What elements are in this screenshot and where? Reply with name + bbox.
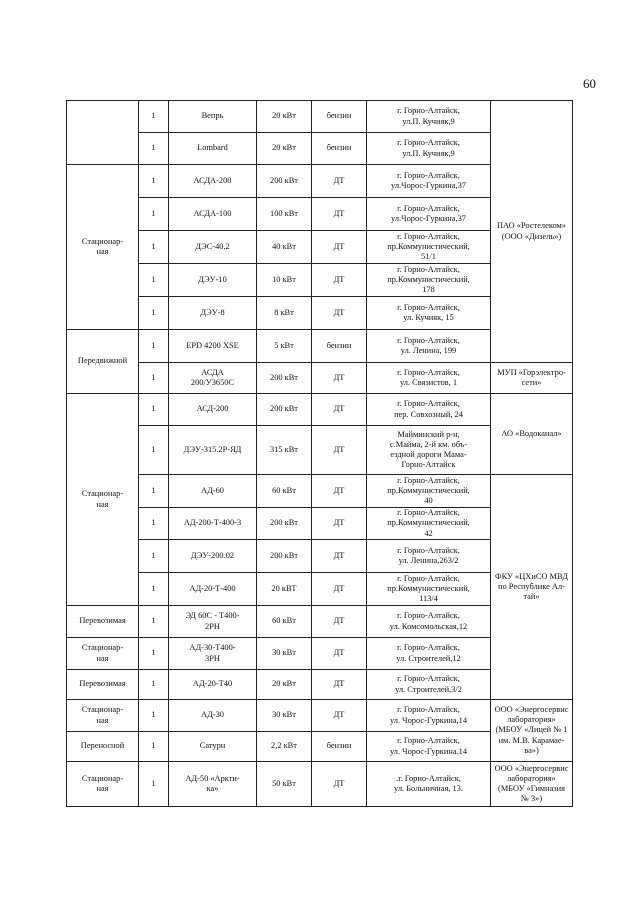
model-cell-line: АД-20-Т-400 <box>189 583 236 593</box>
power-cell-line: 60 кВт <box>272 485 296 495</box>
fuel-cell <box>312 101 367 133</box>
fuel-cell-line: ДТ <box>333 710 345 720</box>
power-cell <box>257 198 312 231</box>
power-cell-line: 200 кВт <box>270 175 298 185</box>
address-cell-line: Майминский р-н, <box>397 429 460 439</box>
type-cell-line: Стационар- <box>81 705 124 715</box>
type-cell-line: ная <box>96 715 109 725</box>
type-cell-line: Стационар- <box>81 489 124 499</box>
qty-cell <box>139 264 169 297</box>
power-cell <box>257 165 312 198</box>
power-cell <box>257 264 312 297</box>
qty-cell <box>139 540 169 573</box>
owner-cell-line: лаборатория» <box>507 715 556 725</box>
model-cell-line: ЭД 60С - Т400- <box>185 611 240 621</box>
fuel-cell <box>312 732 367 762</box>
qty-cell-line: 1 <box>151 710 156 720</box>
fuel-cell <box>312 638 367 670</box>
model-cell-line: Lombard <box>197 143 228 153</box>
owner-cell-line: (МБОУ «Лицей № 1 <box>495 725 568 735</box>
model-cell-line: ДЭУ-200.02 <box>190 550 235 560</box>
type-cell-line: ная <box>96 784 109 793</box>
address-cell-line: г. Горно-Алтайск, <box>397 475 460 485</box>
type-cell-line: ная <box>96 247 109 256</box>
type-cell <box>67 700 139 732</box>
owner-cell <box>491 700 573 762</box>
address-cell-line: г. Горно-Алтайск, <box>397 170 460 180</box>
fuel-cell-line: бензин <box>326 143 352 153</box>
type-cell <box>67 670 139 700</box>
address-cell-line: г. Горно-Алтайск, <box>397 106 460 116</box>
power-cell-line: 20 кВт <box>272 111 296 121</box>
address-cell-line: ул.П. Кучияк,9 <box>402 148 455 158</box>
type-cell <box>67 732 139 762</box>
model-cell-line: АД-50 «Аркти- <box>185 773 240 783</box>
power-cell-line: 20 кВТ <box>271 583 297 593</box>
owner-cell-line: ПАО «Ростелеком» <box>496 221 566 231</box>
model-cell-line: ДЭУ-315.2Р-ЯД <box>183 444 242 454</box>
address-cell-line: ул. Ленина,263/2 <box>398 556 459 565</box>
qty-cell-line: 1 <box>151 616 156 626</box>
model-cell <box>169 426 257 475</box>
model-cell-line: ДЭС-40.2 <box>195 241 230 251</box>
address-cell-line: ул. Строителей,12 <box>396 653 461 663</box>
address-cell-line: г. Горно-Алтайск, <box>397 705 460 715</box>
qty-cell <box>139 670 169 700</box>
model-cell <box>169 475 257 508</box>
power-cell-line: 20 кВт <box>272 679 296 689</box>
fuel-cell-line: ДТ <box>333 307 345 317</box>
qty-cell <box>139 363 169 394</box>
address-cell-line: с.Майма, 2-й км. объ- <box>389 439 468 449</box>
owner-cell-line: ва») <box>524 745 539 755</box>
address-cell-line: ул. Кучияк, 15 <box>403 313 454 322</box>
fuel-cell-line: бензин <box>326 340 352 350</box>
address-cell-line: ул. Чорос-Гуркина,14 <box>389 715 468 725</box>
model-cell <box>169 762 257 807</box>
qty-cell <box>139 700 169 732</box>
qty-cell <box>139 101 169 133</box>
fuel-cell-line: ДТ <box>333 778 345 788</box>
model-cell-line: Вепрь <box>201 111 224 121</box>
address-cell-line: ул. Ленина, 199 <box>400 346 457 355</box>
model-cell <box>169 394 257 426</box>
address-cell-line: 42 <box>424 528 433 538</box>
address-cell-line: 113/4 <box>419 594 438 604</box>
address-cell <box>367 101 491 133</box>
model-cell-line: АД-200-Т-400-3 <box>183 518 242 528</box>
model-cell-line: АД-20-Т40 <box>192 679 233 689</box>
type-cell-line: Стационар- <box>81 773 124 783</box>
model-cell <box>169 330 257 363</box>
qty-cell-line: 1 <box>151 583 156 593</box>
address-cell <box>367 573 491 606</box>
qty-cell <box>139 426 169 475</box>
fuel-cell <box>312 426 367 475</box>
power-cell-line: 100 кВт <box>270 208 298 218</box>
type-cell-line: ная <box>96 499 109 509</box>
address-cell-line: 178 <box>422 285 435 295</box>
type-cell <box>67 762 139 807</box>
power-cell <box>257 762 312 807</box>
model-cell <box>169 540 257 573</box>
model-cell-line: ДЭУ-10 <box>198 274 227 284</box>
fuel-cell <box>312 573 367 606</box>
qty-cell <box>139 394 169 426</box>
model-cell <box>169 264 257 297</box>
model-cell-line: АСДА-200 <box>193 175 232 185</box>
address-cell-line: ул. Строителей,3/2 <box>395 684 462 694</box>
address-cell <box>367 297 491 330</box>
power-cell-line: 200 кВт <box>270 518 298 528</box>
address-cell-line: Горно-Алтайск <box>401 460 456 470</box>
owner-cell-line: (МБОУ «Гимназия <box>498 784 565 793</box>
model-cell <box>169 363 257 394</box>
fuel-cell <box>312 606 367 638</box>
fuel-cell <box>312 394 367 426</box>
address-cell <box>367 394 491 426</box>
owner-cell-line: сети» <box>521 378 542 387</box>
qty-cell-line: 1 <box>151 241 156 251</box>
power-cell-line: 10 кВт <box>272 274 296 284</box>
type-cell <box>67 330 139 394</box>
qty-cell <box>139 573 169 606</box>
fuel-cell-line: бензин <box>326 741 352 751</box>
owner-cell <box>491 762 573 807</box>
model-cell <box>169 732 257 762</box>
qty-cell <box>139 297 169 330</box>
model-cell <box>169 606 257 638</box>
model-cell-line: АД-30 <box>201 710 224 720</box>
address-cell-line: г. Горно-Алтайск, <box>397 203 460 213</box>
fuel-cell <box>312 198 367 231</box>
address-cell-line: пр.Коммунистический, <box>387 518 470 528</box>
qty-cell <box>139 508 169 540</box>
power-cell <box>257 297 312 330</box>
address-cell <box>367 762 491 807</box>
owner-cell-line: по Республике Ал- <box>498 581 565 591</box>
table-row <box>67 700 573 732</box>
power-cell-line: 8 кВт <box>274 307 294 317</box>
address-cell <box>367 508 491 540</box>
type-cell-line: ная <box>96 653 109 663</box>
model-cell <box>169 508 257 540</box>
address-cell-line: ул. Комсомольская,12 <box>389 621 468 631</box>
qty-cell <box>139 475 169 508</box>
address-cell <box>367 540 491 573</box>
fuel-cell-line: ДТ <box>333 679 345 689</box>
power-cell-line: 60 кВт <box>272 616 296 626</box>
fuel-cell-line: ДТ <box>333 175 345 185</box>
type-cell <box>67 394 139 606</box>
address-cell-line: ул.Чорос-Гуркина,37 <box>391 214 466 223</box>
fuel-cell-line: ДТ <box>333 444 345 454</box>
table-row <box>67 394 573 426</box>
model-cell <box>169 101 257 133</box>
address-cell-line: г. Горно-Алтайск, <box>397 643 460 653</box>
owner-cell-line: ФКУ «ЦХиСО МВД <box>495 571 568 581</box>
owner-cell <box>491 475 573 700</box>
address-cell-line: пр.Коммунистический, <box>387 241 470 251</box>
table-row <box>67 101 573 133</box>
model-cell-line: АД-30-Т400- <box>189 643 236 653</box>
owner-cell-line: (ООО «Дизель») <box>501 231 562 241</box>
address-cell-line: пр.Коммунистический, <box>387 274 470 284</box>
page-number: 60 <box>583 76 596 91</box>
power-cell <box>257 363 312 394</box>
address-cell-line: ул.Чорос-Гуркина,37 <box>391 181 466 190</box>
power-cell <box>257 732 312 762</box>
model-cell-line: АД-60 <box>201 485 224 495</box>
type-cell-line: Стационар- <box>81 236 124 246</box>
fuel-cell-line: бензин <box>326 111 352 121</box>
owner-cell-line: им. М.В. Карамае- <box>498 735 565 745</box>
fuel-cell <box>312 700 367 732</box>
generators-table <box>66 100 573 807</box>
address-cell-line: г. Горно-Алтайск, <box>397 231 460 241</box>
power-cell <box>257 540 312 573</box>
qty-cell-line: 1 <box>151 340 156 350</box>
fuel-cell <box>312 133 367 165</box>
qty-cell-line: 1 <box>151 307 156 317</box>
fuel-cell-line: ДТ <box>333 648 345 658</box>
type-cell-line: Передвижной <box>77 356 128 366</box>
table-row <box>67 363 573 394</box>
address-cell-line: ул. Больничная, 13. <box>394 784 463 793</box>
address-cell-line: г. Горно-Алтайск, <box>397 573 460 583</box>
power-cell <box>257 508 312 540</box>
qty-cell <box>139 165 169 198</box>
address-cell-line: г. Горно-Алтайск, <box>397 545 460 555</box>
address-cell-line: ул.П. Кучияк,9 <box>402 116 455 126</box>
power-cell-line: 40 кВт <box>272 241 296 251</box>
address-cell-line: 40 <box>424 496 433 506</box>
qty-cell-line: 1 <box>151 274 156 284</box>
fuel-cell <box>312 363 367 394</box>
power-cell <box>257 231 312 264</box>
address-cell <box>367 426 491 475</box>
power-cell <box>257 638 312 670</box>
address-cell-line: г. Горно-Алтайск, <box>397 302 460 312</box>
power-cell-line: 20 кВт <box>272 143 296 153</box>
address-cell-line: г. Горно-Алтайск, <box>397 399 460 409</box>
model-cell-line: АСД-200 <box>196 404 229 414</box>
fuel-cell-line: ДТ <box>333 583 345 593</box>
fuel-cell <box>312 762 367 807</box>
type-cell-line: Стационар- <box>81 643 124 653</box>
type-cell-line: Перевозимая <box>79 616 126 626</box>
power-cell <box>257 426 312 475</box>
model-cell-line: ка» <box>206 784 219 793</box>
address-cell <box>367 475 491 508</box>
fuel-cell-line: ДТ <box>333 208 345 218</box>
qty-cell-line: 1 <box>151 648 156 658</box>
qty-cell <box>139 133 169 165</box>
address-cell-line: г. Горно-Алтайск, <box>397 736 460 746</box>
power-cell-line: 200 кВт <box>270 404 298 414</box>
power-cell <box>257 700 312 732</box>
qty-cell-line: 1 <box>151 679 156 689</box>
type-cell-line: Переносной <box>80 741 125 751</box>
fuel-cell <box>312 165 367 198</box>
fuel-cell-line: ДТ <box>333 372 345 382</box>
fuel-cell-line: ДТ <box>333 485 345 495</box>
fuel-cell-line: ДТ <box>333 404 345 414</box>
address-cell <box>367 231 491 264</box>
fuel-cell <box>312 264 367 297</box>
table-row <box>67 475 573 508</box>
address-cell-line: ездной дороги Мама- <box>390 450 467 459</box>
power-cell-line: 30 кВт <box>272 648 296 658</box>
fuel-cell-line: ДТ <box>333 274 345 284</box>
owner-cell <box>491 394 573 475</box>
address-cell-line: г. Горно-Алтайск, <box>397 674 460 684</box>
type-cell <box>67 606 139 638</box>
fuel-cell-line: ДТ <box>333 518 345 528</box>
owner-cell <box>491 363 573 394</box>
power-cell-line: 200 кВт <box>270 372 298 382</box>
address-cell-line: г. Горно-Алтайск, <box>397 508 460 518</box>
qty-cell <box>139 732 169 762</box>
address-cell <box>367 330 491 363</box>
owner-cell-line: ООО «Энергосервис <box>494 705 569 715</box>
model-cell-line: ДЭУ-8 <box>200 307 225 317</box>
qty-cell <box>139 231 169 264</box>
qty-cell-line: 1 <box>151 175 156 185</box>
fuel-cell-line: ДТ <box>333 550 345 560</box>
qty-cell-line: 1 <box>151 550 156 560</box>
power-cell <box>257 606 312 638</box>
address-cell-line: ул. Связистов, 1 <box>399 378 458 387</box>
address-cell <box>367 264 491 297</box>
model-cell-line: EPD 4200 XSE <box>186 340 239 350</box>
address-cell-line: г. Горно-Алтайск, <box>397 138 460 148</box>
qty-cell-line: 1 <box>151 778 156 788</box>
power-cell-line: 30 кВт <box>272 710 296 720</box>
type-cell <box>67 101 139 165</box>
model-cell-line: 200/У3650С <box>190 378 235 387</box>
address-cell-line: ул. Чорос-Гуркина.14 <box>389 746 468 756</box>
model-cell-line: АСДА <box>201 367 224 377</box>
model-cell-line: 3РН <box>205 653 220 663</box>
model-cell <box>169 198 257 231</box>
power-cell-line: 200 кВт <box>270 550 298 560</box>
address-cell-line: пер. Совхозный, 24 <box>394 409 463 419</box>
model-cell <box>169 700 257 732</box>
address-cell-line: г. Горно-Алтайск, <box>397 611 460 621</box>
type-cell-line: Перевозимая <box>79 679 126 689</box>
address-cell <box>367 638 491 670</box>
power-cell-line: 5 кВт <box>274 340 294 350</box>
owner-cell <box>491 101 573 363</box>
address-cell <box>367 700 491 732</box>
fuel-cell <box>312 297 367 330</box>
address-cell-line: пр.Коммунистический, <box>387 485 470 495</box>
type-cell <box>67 638 139 670</box>
qty-cell-line: 1 <box>151 111 156 121</box>
qty-cell-line: 1 <box>151 485 156 495</box>
qty-cell-line: 1 <box>151 143 156 153</box>
model-cell <box>169 573 257 606</box>
power-cell-line: 315 кВт <box>270 444 298 454</box>
fuel-cell <box>312 330 367 363</box>
qty-cell <box>139 330 169 363</box>
model-cell-line: 2РН <box>205 621 220 631</box>
model-cell-line: АСДА-100 <box>193 208 232 218</box>
address-cell <box>367 363 491 394</box>
qty-cell-line: 1 <box>151 444 156 454</box>
power-cell-line: 2,2 кВт <box>271 741 297 751</box>
address-cell-line: г. Горно-Алтайск, <box>397 335 460 345</box>
fuel-cell <box>312 670 367 700</box>
fuel-cell <box>312 540 367 573</box>
fuel-cell <box>312 475 367 508</box>
qty-cell <box>139 198 169 231</box>
power-cell <box>257 330 312 363</box>
address-cell <box>367 606 491 638</box>
owner-cell-line: МУП «Горэлектро- <box>497 367 566 377</box>
power-cell <box>257 670 312 700</box>
fuel-cell <box>312 508 367 540</box>
qty-cell <box>139 606 169 638</box>
address-cell-line: 51/1 <box>421 252 436 262</box>
qty-cell-line: 1 <box>151 518 156 528</box>
owner-cell-line: ООО «Энергосервис <box>494 763 569 773</box>
qty-cell-line: 1 <box>151 741 156 751</box>
fuel-cell <box>312 231 367 264</box>
model-cell <box>169 297 257 330</box>
address-cell <box>367 165 491 198</box>
power-cell <box>257 133 312 165</box>
address-cell-line: г. Горно-Алтайск, <box>397 264 460 274</box>
owner-cell-line: лаборатория» <box>507 773 556 783</box>
address-cell-line: пр.Коммунистический, <box>387 583 470 593</box>
owner-cell-line: АО «Водоканал» <box>501 428 562 438</box>
address-cell <box>367 133 491 165</box>
power-cell-line: 50 кВт <box>272 778 296 788</box>
owner-cell-line: тай» <box>523 592 540 602</box>
model-cell <box>169 638 257 670</box>
address-cell <box>367 198 491 231</box>
address-cell <box>367 732 491 762</box>
power-cell <box>257 101 312 133</box>
model-cell <box>169 165 257 198</box>
table-row <box>67 762 573 807</box>
address-cell <box>367 670 491 700</box>
qty-cell-line: 1 <box>151 372 156 382</box>
qty-cell <box>139 762 169 807</box>
type-cell <box>67 165 139 330</box>
fuel-cell-line: ДТ <box>333 241 345 251</box>
power-cell <box>257 573 312 606</box>
address-cell-line: .г. Горно-Алтайск, <box>396 773 461 783</box>
qty-cell-line: 1 <box>151 208 156 218</box>
qty-cell <box>139 638 169 670</box>
model-cell <box>169 231 257 264</box>
model-cell <box>169 133 257 165</box>
power-cell <box>257 475 312 508</box>
qty-cell-line: 1 <box>151 404 156 414</box>
power-cell <box>257 394 312 426</box>
address-cell-line: г. Горно-Алтайск, <box>397 367 460 377</box>
owner-cell-line: № 3») <box>520 794 543 804</box>
model-cell <box>169 670 257 700</box>
fuel-cell-line: ДТ <box>333 616 345 626</box>
model-cell-line: Сатурн <box>199 741 226 751</box>
